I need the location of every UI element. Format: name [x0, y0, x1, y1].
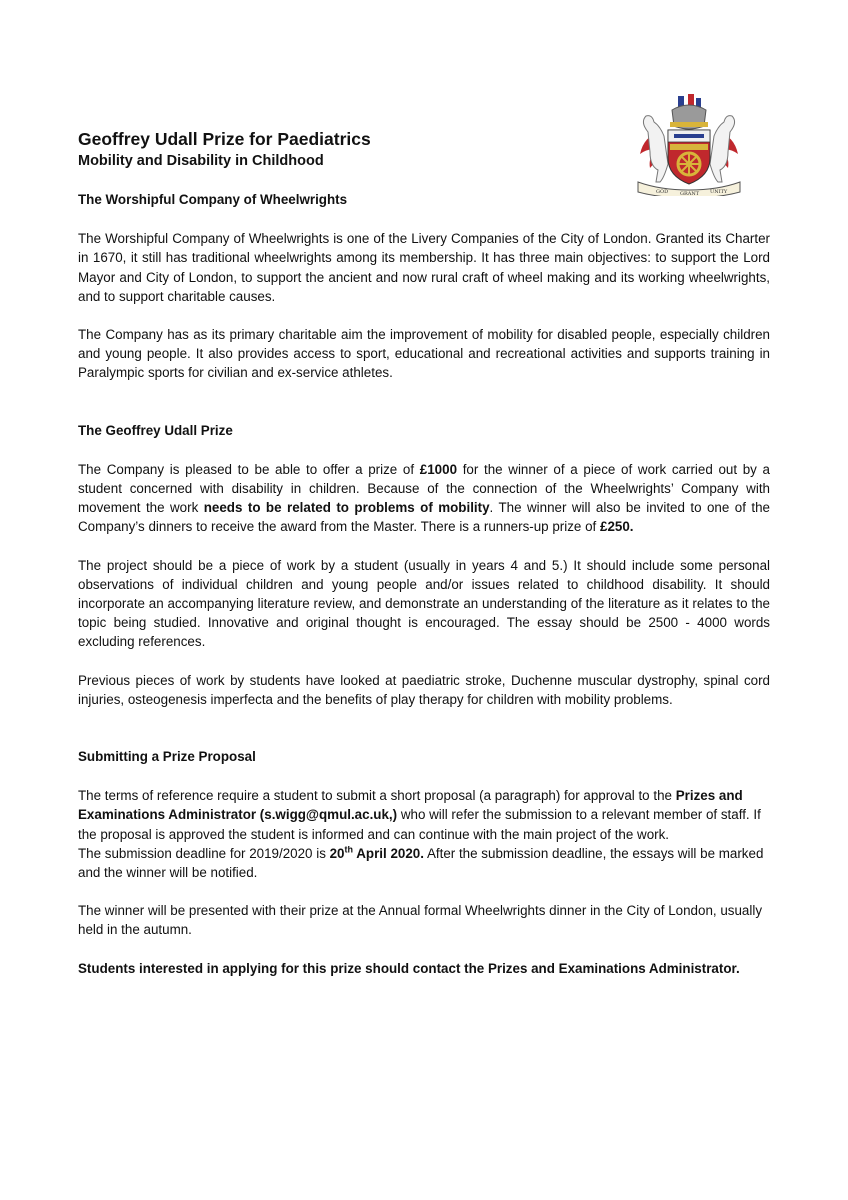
title-block — [78, 128, 371, 171]
deadline-text: The submission deadline for 2019/2020 is — [78, 845, 330, 861]
paragraph-terms-of-reference — [78, 786, 770, 844]
deadline-day: 20 — [329, 845, 345, 861]
section-heading-udall-prize: The Geoffrey Udall Prize — [78, 422, 233, 438]
motto-left-text: GOD — [656, 189, 669, 195]
administrator-contact: Prizes and Examinations Administrator (s.wigg@qmul.ac.uk,) — [78, 788, 743, 823]
motto-right-text: UNITY — [710, 189, 728, 195]
section-heading-wheelwrights: The Worshipful Company of Wheelwrights — [78, 192, 348, 207]
section-heading-submitting: Submitting a Prize Proposal — [78, 749, 256, 765]
paragraph-deadline — [78, 844, 770, 882]
paragraph-company-intro: The Worshipful Company of Wheelwrights is one of the Livery Companies of the City of London. Granted its Charter in 1670, it still has traditional wheelwrights among its membership. It has three main objectives: to support the Lord Mayor and City of London, to support the ancient and now rural craft of wheel making and its working wheelwrights, and to support charitable causes. — [78, 231, 770, 304]
paragraph-previous-work: Previous pieces of work by students have looked at paediatric stroke, Duchenne muscular dystrophy, spinal cord injuries, osteogenesis imperfecta and the benefits of play therapy for children with mobility problems. — [78, 672, 770, 707]
paragraph-charitable-aim: The Company has as its primary charitable aim the improvement of mobility for disabled people, especially children and young people. It also provides access to sport, educational and recreational activities and supports training in Paralympic sports for civilian and ex-service athletes. — [78, 327, 770, 381]
coat-of-arms-logo — [630, 92, 748, 196]
contact-note-text: Students interested in applying for this prize should contact the Prizes and Examinations Administrator. — [78, 960, 740, 976]
document-body — [78, 190, 770, 978]
deadline-month-year: April 2020. — [353, 845, 424, 861]
deadline-day-suffix: th — [344, 844, 354, 855]
runners-up-amount: £250. — [600, 519, 634, 535]
prize-amount: £1000 — [419, 461, 458, 477]
document-title: Geoffrey Udall Prize for Paediatrics — [78, 129, 371, 149]
paragraph-prize-offer — [78, 460, 770, 537]
paragraph-presentation: The winner will be presented with their prize at the Annual formal Wheelwrights dinner in the City of London, usually held in the autumn. — [78, 903, 763, 938]
paragraph-project-description: The project should be a piece of work by a student (usually in years 4 and 5.) It should include some personal observations of individual children and young people and/or issues related to childhood disability. It should incorporate an accompanying literature review, and demonstrate an understanding of the literature as it relates to the topic being studied. Innovative and original thought is encouraged. The essay should be 2500 - 4000 words excluding references. — [78, 557, 770, 650]
prize-offer-text: The Company is pleased to be able to offer a prize of — [78, 461, 420, 477]
prize-offer-text-2: for the winner of a piece of work carried out by a student concerned with disability in children. Because of the connection of the Wheelwrights’ Company with movement the work — [78, 461, 770, 516]
motto-mid-text: GRANT — [680, 191, 700, 196]
mobility-requirement: needs to be related to problems of mobility — [203, 500, 490, 516]
deadline-date — [330, 846, 424, 861]
prize-offer-text-3: . The winner will also be invited to one of the Company’s dinners to receive the award from the Master. There is a runners-up prize of — [78, 500, 770, 535]
deadline-text-2: After the submission deadline, the essays will be marked and the winner will be notified. — [78, 845, 764, 881]
terms-text-2: who will refer the submission to a relevant member of staff. If the proposal is approved the student is informed and can continue with the main project of the work. — [78, 807, 761, 842]
document-subtitle: Mobility and Disability in Childhood — [78, 153, 324, 169]
terms-text: The terms of reference require a student to submit a short proposal (a paragraph) for approval to the — [78, 788, 676, 804]
paragraph-contact-note — [78, 959, 770, 978]
